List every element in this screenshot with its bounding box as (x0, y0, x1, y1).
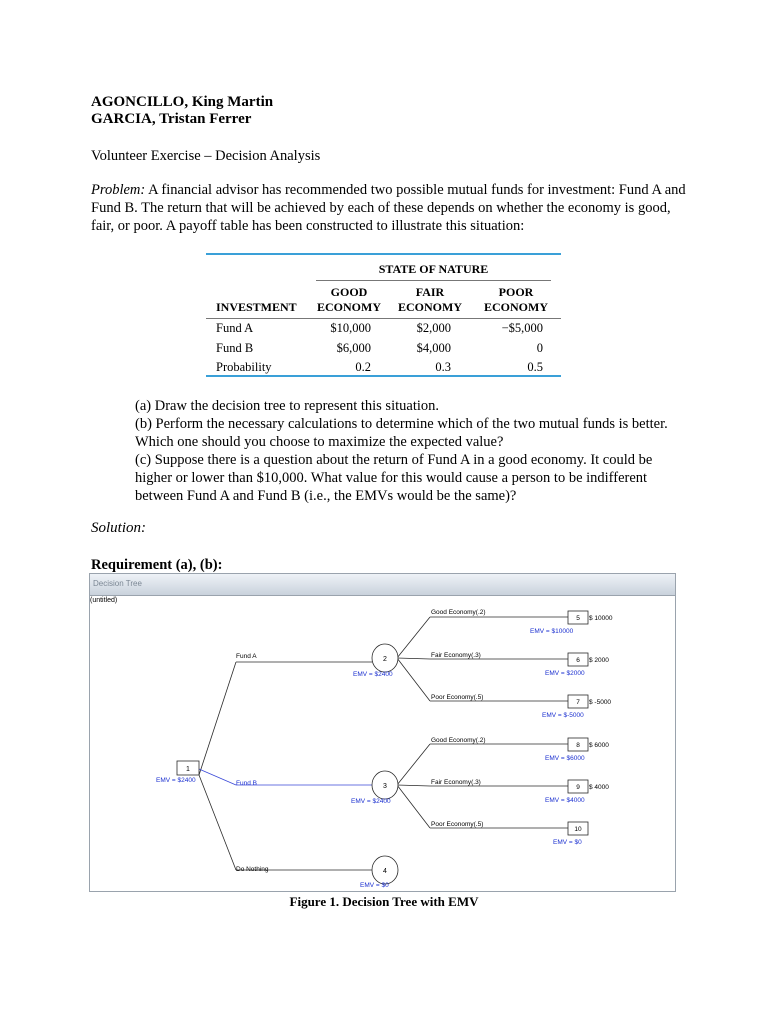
author-1: AGONCILLO, King Martin (91, 94, 274, 110)
column-header-line: POOR (498, 285, 534, 299)
emv-label: EMV = $10000 (530, 628, 574, 635)
payoff-label: $ -5000 (589, 699, 612, 706)
payoff-label: $ 4000 (589, 784, 609, 791)
table-cell: −$5,000 (501, 321, 543, 335)
table-cell: $10,000 (330, 321, 371, 335)
branch-label: Do Nothing (236, 866, 269, 873)
terminal-node (545, 738, 609, 762)
terminal-node (530, 611, 613, 635)
question-list (135, 397, 680, 505)
node-label: 9 (576, 784, 580, 791)
emv-label: EMV = $4000 (545, 797, 585, 804)
emv-label: EMV = $2000 (545, 670, 585, 677)
problem-label: Problem: (91, 182, 146, 198)
branch-label: Fund A (236, 653, 257, 660)
emv-label: EMV = $6000 (545, 755, 585, 762)
edge-b-fair (397, 785, 430, 786)
emv-label: EMV = $2400 (351, 798, 391, 805)
column-header-line: ECONOMY (317, 300, 381, 314)
decision-tree-window (89, 573, 676, 892)
outcome-label: Poor Economy(.5) (431, 694, 484, 701)
requirement-label: Requirement (a), (b): (91, 557, 223, 573)
edge-a-good (397, 617, 430, 658)
state-of-nature-header: STATE OF NATURE (378, 262, 489, 276)
edge-b-poor (397, 785, 430, 828)
emv-label: EMV = $2400 (156, 777, 196, 784)
tree-window-title: Decision Tree (93, 579, 142, 588)
node-label: 5 (576, 615, 580, 622)
node-label: 7 (576, 699, 580, 706)
terminal-node (553, 822, 588, 846)
tree-subtitle: (untitled) (90, 597, 118, 604)
terminal-node (545, 653, 609, 677)
table-cell: $4,000 (416, 341, 451, 355)
row-label: Fund A (216, 321, 254, 335)
payoff-label: $ 10000 (589, 615, 613, 622)
edge-fund-b (199, 769, 236, 785)
column-header-good (309, 285, 389, 315)
row-label: Probability (216, 360, 272, 374)
outcome-label: Fair Economy(.3) (431, 652, 481, 659)
column-header-line: ECONOMY (398, 300, 462, 314)
node-label: 1 (186, 766, 190, 773)
table-cell: 0.3 (435, 360, 451, 374)
outcome-label: Fair Economy(.3) (431, 779, 481, 786)
node-label: 4 (383, 868, 387, 875)
outcome-label: Good Economy(.2) (431, 609, 486, 616)
column-header-line: ECONOMY (484, 300, 548, 314)
outcome-label: Poor Economy(.5) (431, 821, 484, 828)
terminal-node (542, 695, 611, 719)
column-header-fair (390, 285, 470, 315)
table-cell: 0 (536, 341, 543, 355)
payoff-label: $ 2000 (589, 657, 609, 664)
emv-label: EMV = $2400 (353, 671, 393, 678)
emv-label: EMV = $-5000 (542, 712, 584, 719)
payoff-table (206, 253, 561, 377)
decision-tree-diagram (90, 574, 675, 891)
table-cell: 0.5 (527, 360, 543, 374)
table-cell: 0.2 (355, 360, 371, 374)
edge-do-nothing (199, 775, 236, 870)
column-header-line: GOOD (330, 285, 368, 299)
column-header-line: FAIR (415, 285, 445, 299)
problem-text: A financial advisor has recommended two possible mutual funds for investment: Fund A and Fund B. The return that will be achieved by each of these depends on whether the economy is good, fair, or poor. A payoff table has been constructed to illustrate this situation: (91, 182, 686, 234)
emv-label: EMV = $0 (360, 882, 389, 889)
chance-node (351, 771, 398, 805)
decision-node (156, 761, 199, 784)
table-rule (206, 318, 561, 319)
branch-label: Fund B (236, 780, 257, 787)
edge-b-good (397, 744, 430, 785)
figure-caption: Figure 1. Decision Tree with EMV (289, 894, 479, 909)
row-label: Fund B (216, 341, 254, 355)
edge-a-fair (397, 658, 430, 659)
payoff-label: $ 6000 (589, 742, 609, 749)
authors (91, 94, 273, 128)
edge-a-poor (397, 658, 430, 701)
author-2: GARCIA, Tristan Ferrer (91, 111, 252, 127)
outcome-label: Good Economy(.2) (431, 737, 486, 744)
document-subtitle: Volunteer Exercise – Decision Analysis (91, 148, 321, 164)
emv-label: EMV = $0 (553, 839, 582, 846)
solution-label: Solution: (91, 520, 146, 536)
table-cell: $6,000 (336, 341, 371, 355)
node-label: 8 (576, 742, 580, 749)
node-label: 2 (383, 656, 387, 663)
node-label: 6 (576, 657, 580, 664)
column-header-poor (476, 285, 556, 315)
question-a: (a) Draw the decision tree to represent this situation. (135, 398, 439, 414)
question-c: (c) Suppose there is a question about the return of Fund A in a good economy. It could be higher or lower than $10,000. What value for this would cause a person to be indifferent between Fund A and Fund B (i.e., the EMVs would be the same)? (135, 452, 653, 504)
terminal-node (545, 780, 609, 804)
chance-node (360, 856, 398, 889)
node-label: 3 (383, 783, 387, 790)
chance-node (353, 644, 398, 678)
node-label: 10 (574, 826, 582, 833)
investment-header: INVESTMENT (216, 300, 297, 314)
problem-statement (91, 181, 691, 235)
edge-fund-a (199, 662, 236, 775)
table-cell: $2,000 (416, 321, 451, 335)
question-b: (b) Perform the necessary calculations to determine which of the two mutual funds is better. Which one should you choose to maximize the expected value? (135, 416, 668, 450)
header-rule (316, 280, 551, 281)
